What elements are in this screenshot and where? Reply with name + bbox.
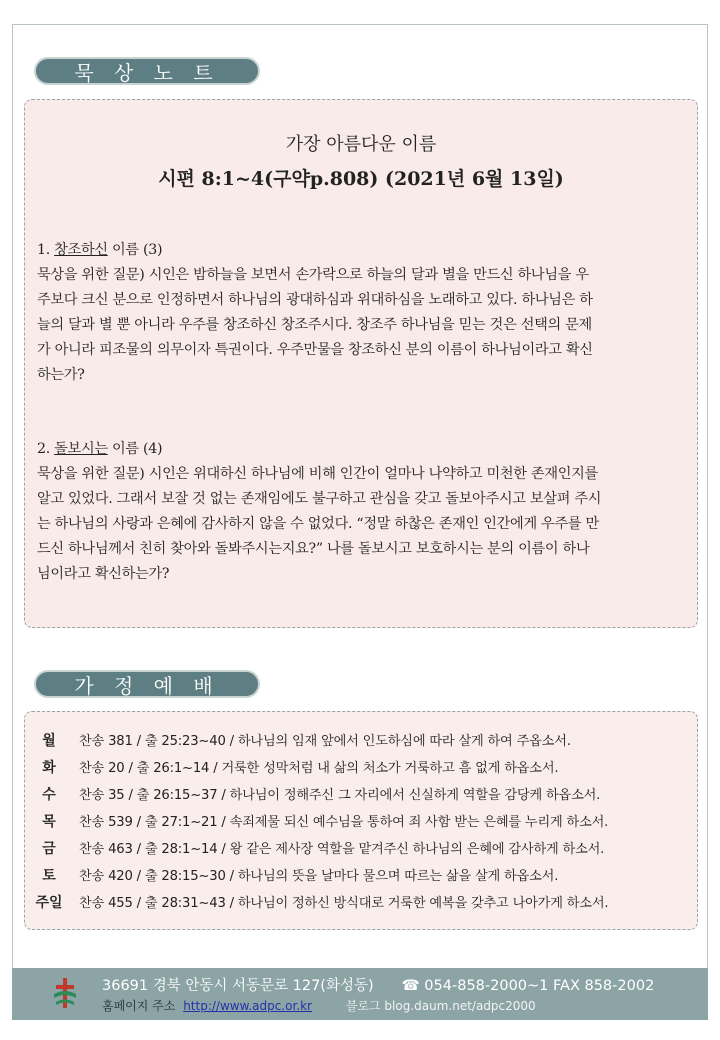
footer-address-line (102, 974, 654, 995)
day-reading: 찬송 463 / 출 28:1~14 / 왕 같은 제사장 역할을 맡겨주신 하나님의 은혜에 감사하게 하소서. (79, 842, 605, 857)
point-1-line: 하는가? (37, 367, 85, 383)
day-label: 금 (42, 840, 56, 857)
day-label: 수 (42, 786, 56, 803)
point-2-line: 알고 있었다. 그래서 보잘 것 없는 존재임에도 불구하고 관심을 갖고 돌보아주시고 보살펴 주시 (37, 491, 602, 507)
point-1-heading-rest: 이름 (3) (107, 242, 163, 258)
day-label: 화 (42, 759, 56, 776)
day-reading: 찬송 20 / 출 26:1~14 / 거룩한 성막처럼 내 삶의 처소가 거룩하고 흠 없게 하옵소서. (79, 761, 559, 776)
worship-row-fri (25, 834, 699, 861)
meditation-tab-label: 묵 상 노 트 (74, 60, 220, 85)
point-2-line: 는 하나님의 사랑과 은혜에 감사하지 않을 수 없었다. “정말 하찮은 존재인 인간에게 우주를 만 (37, 516, 599, 532)
footer (12, 968, 708, 1020)
church-logo-icon (52, 976, 78, 1010)
point-2-line: 드신 하나님께서 친히 찾아와 돌봐주시는지요?” 나를 돌보시고 보호하시는 분의 이름이 하나 (37, 541, 590, 557)
point-2-heading (37, 437, 685, 462)
church-phone: ☎ 054-858-2000~1 FAX 858-2002 (401, 978, 655, 994)
homepage-link[interactable]: http://www.adpc.or.kr (183, 999, 312, 1013)
worship-row-sun (25, 888, 699, 915)
day-reading: 찬송 455 / 출 28:31~43 / 하나님이 정하신 방식대로 거룩한 예복을 갖추고 나아가게 하소서. (79, 896, 609, 911)
day-label: 월 (42, 732, 56, 749)
day-reading: 찬송 420 / 출 28:15~30 / 하나님의 뜻을 날마다 물으며 따르는 삶을 살게 하옵소서. (79, 869, 559, 884)
church-address: 36691 경북 안동시 서동문로 127(화성동) (102, 978, 374, 994)
worship-section-tab (34, 670, 260, 698)
point-2-number: 2. (37, 441, 55, 457)
day-reading: 찬송 381 / 출 25:23~40 / 하나님의 임재 앞에서 인도하심에 따라 살게 하여 주옵소서. (79, 734, 571, 749)
sermon-title: 가장 아름다운 이름 (285, 134, 437, 155)
point-1-keyword: 창조하신 (54, 242, 108, 258)
point-2-heading-rest: 이름 (4) (107, 441, 163, 457)
day-reading: 찬송 539 / 출 27:1~21 / 속죄제물 되신 예수님을 통하여 죄 사함 받는 은혜를 누리게 하소서. (79, 815, 609, 830)
meditation-section-tab (34, 57, 260, 85)
point-2-keyword: 돌보시는 (54, 441, 108, 457)
scripture-reference: 시편 8:1~4(구약p.808) (2021년 6월 13일) (158, 168, 564, 190)
footer-links-line (102, 997, 536, 1014)
point-2-line: 님이라고 확신하는가? (37, 566, 170, 582)
day-label: 목 (42, 813, 56, 830)
worship-row-mon (25, 726, 699, 753)
point-1-line: 늘의 달과 별 뿐 아니라 우주를 창조하신 창조주시다. 창조주 하나님을 믿는 것은 선택의 문제 (37, 317, 592, 333)
worship-row-thu (25, 807, 699, 834)
worship-row-tue (25, 753, 699, 780)
point-1-line: 주보다 크신 분으로 인정하면서 하나님의 광대하심과 위대하심을 노래하고 있다. 하나님은 하 (37, 292, 593, 308)
meditation-box (24, 99, 698, 628)
worship-tab-label: 가 정 예 배 (74, 673, 220, 698)
point-1-line: 묵상을 위한 질문) 시인은 밤하늘을 보면서 손가락으로 하늘의 달과 별을 만드신 하나님을 우 (37, 267, 589, 283)
worship-row-wed (25, 780, 699, 807)
point-2 (37, 437, 685, 587)
blog-address: 블로그 blog.daum.net/adpc2000 (345, 999, 536, 1013)
point-1-number: 1. (37, 242, 55, 258)
day-reading: 찬송 35 / 출 26:15~37 / 하나님이 정해주신 그 자리에서 신실하게 역할을 감당케 하옵소서. (79, 788, 601, 803)
worship-row-sat (25, 861, 699, 888)
point-1-heading (37, 238, 685, 263)
point-1-line: 가 아니라 피조물의 의무이자 특권이다. 우주만물을 창조하신 분의 이름이 하나님이라고 확신 (37, 342, 593, 358)
day-label: 주일 (35, 894, 63, 911)
point-1 (37, 238, 685, 388)
day-label: 토 (42, 867, 56, 884)
point-2-line: 묵상을 위한 질문) 시인은 위대하신 하나님에 비해 인간이 얼마나 나약하고 미천한 존재인지를 (37, 466, 598, 482)
homepage-label: 홈페이지 주소 (102, 999, 176, 1013)
worship-box (24, 711, 698, 930)
